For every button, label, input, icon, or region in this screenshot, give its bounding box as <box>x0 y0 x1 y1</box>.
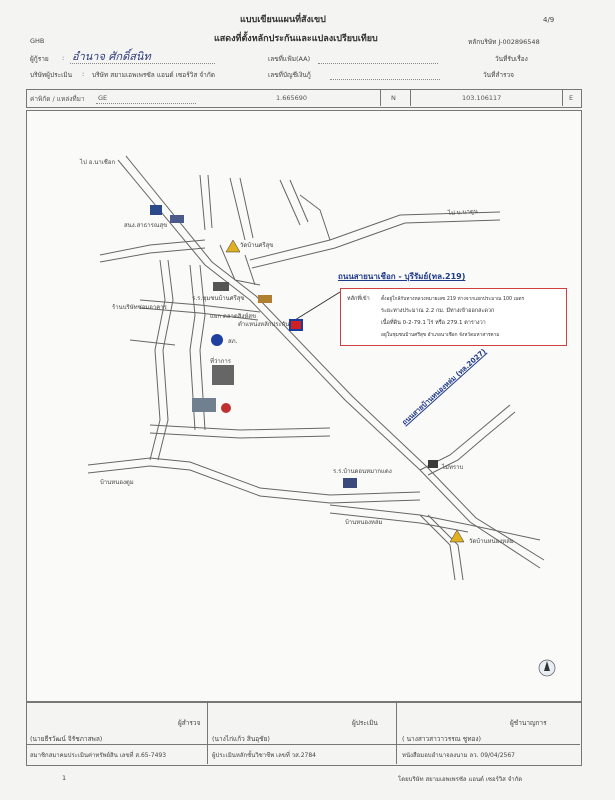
approver-role: ผู้ชำนาญการ <box>510 719 547 727</box>
label-village1: บ้านหนองตูม <box>100 479 134 486</box>
bottom-note: โดยบริษัท สยามเอพเพรซัล แอนด์ เซอร์วิส จำกัด <box>398 776 523 783</box>
survey-date-label: วันที่สำรวจ <box>483 71 514 79</box>
info-line2: ระยะทางประมาณ 2.2 กม. มีทางเข้าออกสะดวก <box>381 308 495 314</box>
hospital-cross-icon <box>221 403 231 413</box>
surveyor-name: (นายธีรวัฒน์ จิรัชภาสพล) <box>30 735 103 743</box>
label-gov-office: ที่ว่าการ <box>210 358 231 365</box>
approver-license: หนังสือมอบอำนาจลงนาม ลว. 09/04/2567 <box>402 752 515 759</box>
government-office-icon <box>212 365 234 385</box>
appraiser-role: ผู้ประเมิน <box>352 719 378 727</box>
coordinate-label: ค่าพิกัด / แหล่งที่มา <box>30 95 85 103</box>
collateral-info-box <box>340 288 567 346</box>
temple3-icon <box>450 530 464 542</box>
latitude-value: 1.665690 <box>276 94 308 102</box>
borrower-label: ผู้กู้ราย <box>30 55 49 63</box>
label-school2: ร.ร.ชุมชนบ้านศรีสุข <box>192 295 245 302</box>
page-number: 4/9 <box>543 16 555 24</box>
road-top-right <box>250 212 500 260</box>
label-office: สนง.สาธารณสุข <box>124 222 168 229</box>
info-label: หลักที่เข้า <box>347 296 370 302</box>
label-shop: ร้านบริษัทซ่อมอาคาร <box>112 304 167 311</box>
label-top-right: ไป บ.นาดูน <box>447 207 479 218</box>
label-side-village: ไม่ทราบ <box>442 464 464 471</box>
label-village2: บ้านหนองหล่ม <box>345 519 383 526</box>
hospital-icon <box>192 398 216 412</box>
label-temple3: วัดบ้านหนองหล่ม <box>469 538 514 545</box>
appraiser-label: บริษัทผู้ประเมิน <box>30 71 73 79</box>
info-line4: อยู่ในชุมชนบ้านศรีสุข อำเภอนาเชือก จังหวัดมหาสารคาม <box>381 333 500 338</box>
info-line1: ตั้งอยู่ใกล้กับทางหลวงหมายเลข 219 ห่างจากแยกประมาณ 100 เมตร <box>381 297 525 302</box>
appraiser-company: บริษัท สยามเอพเพรซัล แอนด์ เซอร์วิส จำกัด <box>92 71 215 79</box>
label-temple1: วัดบ้านศรีสุข <box>240 242 274 249</box>
label-side-road: ถนนสายบ้านหนองหล่ม (ทล.2027) <box>400 347 488 427</box>
market-icon <box>258 295 272 303</box>
file-number-label: เลขที่แฟ้ม(AA) <box>268 55 311 63</box>
building-icon <box>170 215 184 223</box>
collateral-marker <box>290 320 302 330</box>
temple1-icon <box>226 240 240 252</box>
sig-divider-2 <box>396 702 397 764</box>
form-title: แบบเขียนแผนที่สังเขป <box>240 15 326 25</box>
surveyor-role: ผู้สำรวจ <box>178 719 201 727</box>
appraiser-license: ผู้ประเมินหลักชั้นวิชาชีพ เลขที่ วส.2784 <box>212 752 316 759</box>
temple2-icon <box>343 478 357 488</box>
appraiser-name: (นางไก่แก้ว สินอุชัย) <box>212 735 270 743</box>
sign-icon <box>428 460 438 468</box>
road-top-right-edge <box>252 220 500 268</box>
borrower-name: อำนาจ ศักดิ์สนิท <box>72 50 151 63</box>
label-main-road: ถนนสายนาเชือก - บุรีรัมย์(ทล.219) <box>338 272 466 281</box>
approver-name: ( นางสาวสาวาวรรณ ชูทอง) <box>402 735 482 743</box>
office-icon <box>150 205 162 215</box>
form-subtitle: แสดงที่ตั้งหลักประกันและแปลงเปรียบเทียบ <box>214 34 378 44</box>
coordinate-source: GE <box>98 94 108 102</box>
longitude-value: 103.106117 <box>462 94 502 102</box>
license-row-line <box>26 744 580 745</box>
bank-code: GHB <box>30 37 45 45</box>
police-icon <box>211 334 223 346</box>
school2-icon <box>213 282 229 291</box>
colon: : <box>62 54 65 62</box>
label-junction: แยก ตลาดสิงห์สุข <box>210 313 257 320</box>
sig-divider-1 <box>207 702 208 764</box>
date-received-label: วันที่รับเรื่อง <box>495 55 528 63</box>
latitude-direction: N <box>391 94 396 102</box>
longitude-direction: E <box>569 94 574 102</box>
account-number-label: เลขที่บัญชีเงินกู้ <box>268 71 311 79</box>
label-top-left: ไป อ.นาเชือก <box>80 159 116 166</box>
colon: : <box>82 70 85 78</box>
label-collateral: ตำแหน่งหลักประกัน <box>238 321 290 328</box>
request-number: หลักบริษัท J-002896548 <box>468 38 540 46</box>
label-police: สภ. <box>228 338 238 345</box>
info-line3: เนื้อที่ดิน 0-2-79.1 ไร่ หรือ 279.1 ตารางวา <box>381 320 486 326</box>
label-temple2: ร.ร.บ้านดอนหมากแดง <box>333 468 392 475</box>
bottom-mark: 1 <box>62 774 67 782</box>
surveyor-license: สมาชิกสมาคมประเมินค่าทรัพย์สิน เลขที่ ส.65-7493 <box>30 752 167 759</box>
